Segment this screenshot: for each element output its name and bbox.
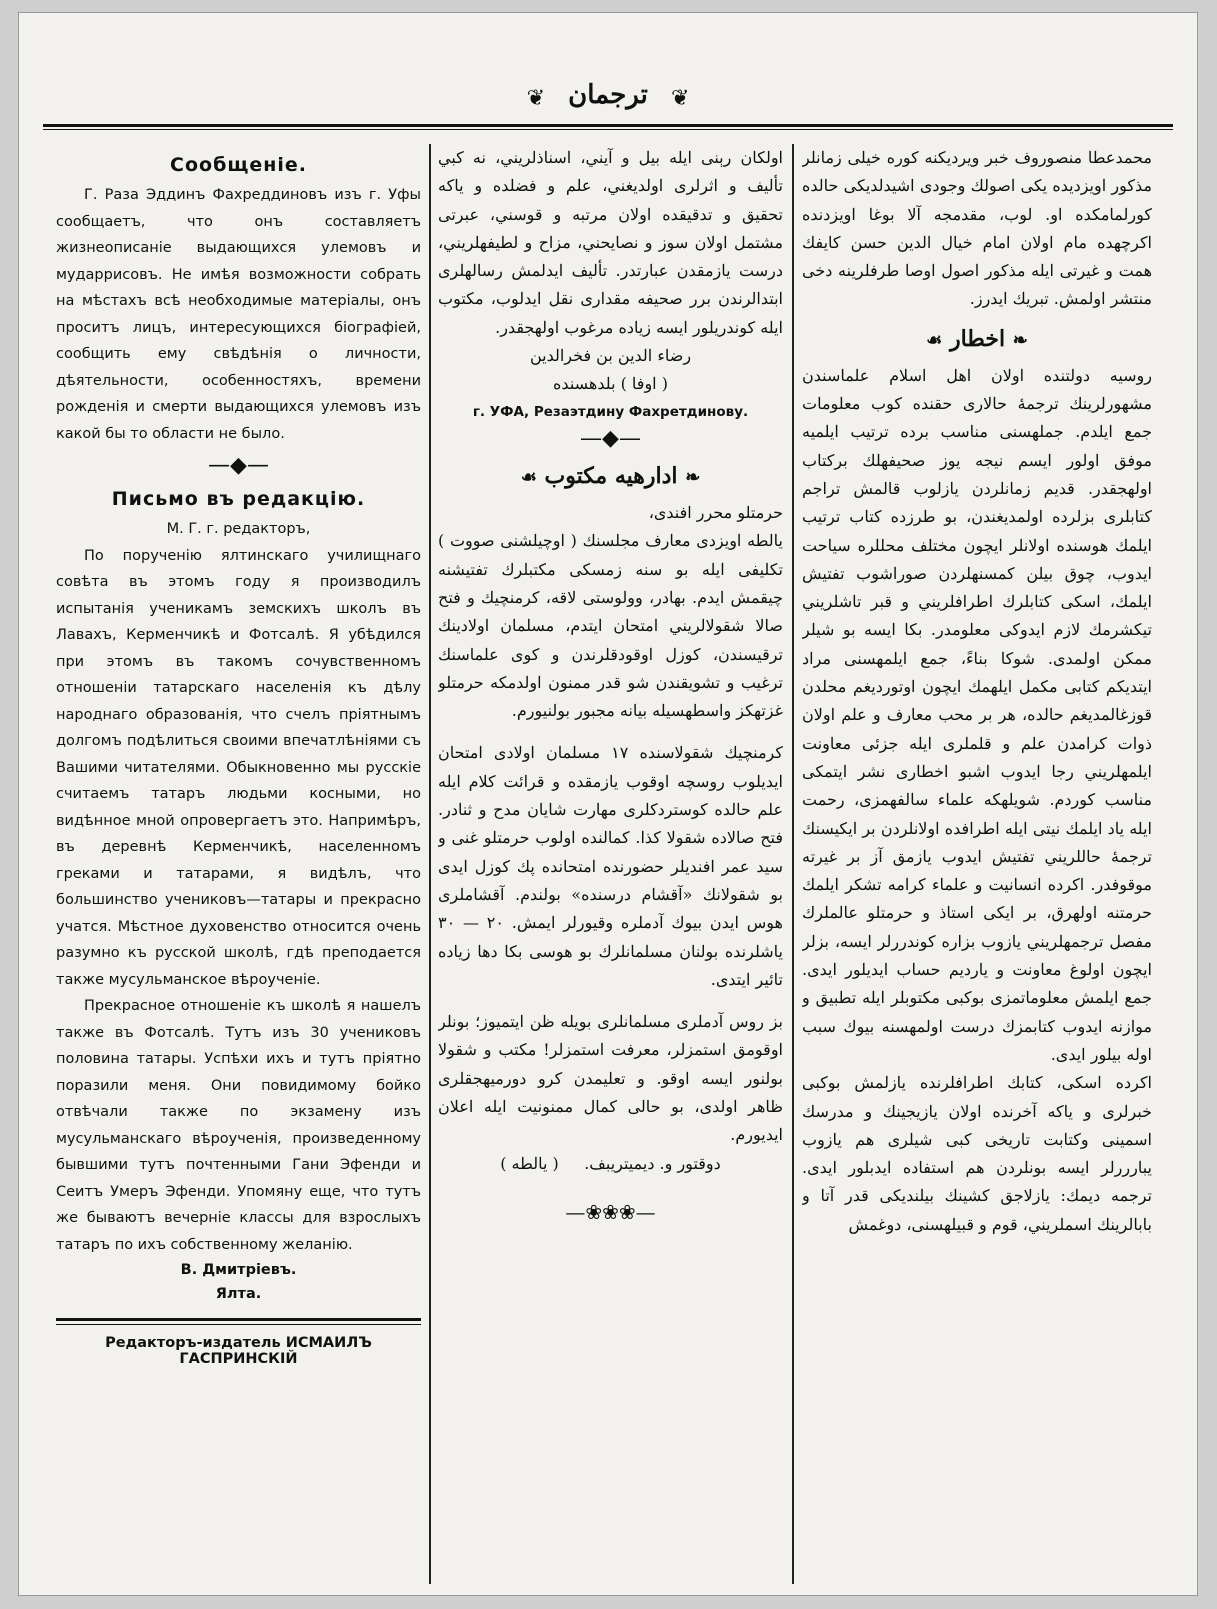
middle-paragraph-4: بز روس آدملری مسلمانلری بويله ظن ايتميوز؛ بونلر اوقومق استمزلر، معرفت استمزلر! مكتب و شقولا بولنور ايسه اوقو. و تعليمدن كرو دورميهجقلری ظاهر اولدی، بو حالی كمال ممنونيت ايله اعلان ايديورم.: [438, 1012, 783, 1145]
ornament-icon: ☙: [926, 329, 943, 351]
author-name: رضاء الدين بن فخرالدين: [529, 346, 692, 366]
letter-paragraph-1: По порученiю ялтинскаго училищнаго совѣта въ этомъ году я производилъ испытанiя ученикамъ земскихъ школъ въ Лавахъ, Керменчикѣ и Фотсалѣ. Я убѣдился при этомъ въ такомъ сочувственномъ отношенiи татарскаго населенiя къ дѣлу народнаго образованiя, что счелъ прiятнымъ долгомъ подѣлиться своими впечатлѣнiями съ Вашими читателями. Обыкновенно мы русскiе считаемъ татаръ людьми косными, но видѣнное мной опровергаетъ это. Напримѣръ, въ деревнѣ Керменчикѣ, населенномъ греками и татарами, я видѣлъ, что большинство учениковъ—татары и прекрасно учатся. Мѣстное духовенство относится очень разумно къ русской школѣ, гдѣ преподается также мусульманское вѣроученiе.: [56, 547, 421, 988]
ornament-icon: ❧: [685, 467, 701, 489]
masthead-rule: [43, 124, 1173, 130]
notice-title: اخطار: [949, 325, 1006, 352]
right-paragraph-3: اكرده اسكی، كتابك اطرافلرنده يازلمش بوكبی خبرلری و ياكه آخرنده اولان يازيجينك و مدرسك اسمينی وكتابت تاريخی كبی شيلری هم يازوب يبارررلر ايسه بونلردن هم استفاده ايدبلور ايدی. ترجمه ديمك: يازلاجق كشينك بيلنديكی قدر آتا و بابالرينك اسملريني، قوم و قبيلهسنی، دوغمش: [802, 1073, 1152, 1234]
letter-to-editor-heading: [438, 463, 783, 489]
ornament-icon: ☙: [520, 467, 537, 489]
column-right: [802, 144, 1152, 1584]
bottom-ornament-icon: —❀❀❀—: [565, 1199, 656, 1224]
ornament-icon: ❧: [1012, 329, 1028, 351]
masthead: [43, 80, 1173, 116]
newspaper-page: [18, 12, 1198, 1596]
announcement-text: Г. Раза Эддинъ Фахреддиновъ изъ г. Уфы сообщаетъ, что онъ составляетъ жизнеописанiе выдающихся улемовъ и мударрисовъ. Не имѣя возможности собрать на мѣстахъ всѣ необходимые матерiалы, онъ проситъ лицъ, интересующихся бiографiей, сообщить ему свѣдѣнiя о личности, дѣятельности, особенностяхъ, времени рожденiя и смерти выдающихся улемовъ изъ какой бы то области не было.: [56, 187, 421, 442]
letter-greeting: حرمتلو محرر افندی،: [648, 503, 783, 523]
column-rule-right: [792, 144, 794, 1584]
announcement-heading: Сообщенiе.: [170, 154, 307, 176]
ornament-right-icon: ❦: [670, 86, 690, 111]
column-rule-left: [429, 144, 431, 1584]
letter-to-editor-title: ادارهيه مكتوب: [544, 463, 678, 490]
column-left: [56, 144, 421, 1584]
author-address: г. УФА, Резаэтдину Фахретдинову.: [472, 404, 749, 421]
editor-publisher-line: Редакторъ-издатель ИСМАИЛЪ ГАСПРИНСКIЙ: [105, 1335, 372, 1367]
column-middle: [438, 144, 783, 1584]
section-divider: —◆—: [208, 453, 269, 478]
footer-rule: [56, 1318, 421, 1321]
letter-place: Ялта.: [215, 1286, 262, 1302]
signature-name: دوقتور و. ديميتريبف.: [584, 1153, 721, 1173]
middle-divider: —◆—: [580, 426, 641, 452]
newspaper-title: ترجمان: [568, 80, 648, 110]
letter-signature: В. Дмитрiевъ.: [180, 1262, 297, 1278]
signature-place: ( يالطه ): [500, 1153, 559, 1173]
ornament-left-icon: ❦: [526, 86, 546, 111]
right-paragraph-2: روسيه دولتنده اولان اهل اسلام علماسندن مشهورلرينك ترجمهٔ حالاری حقنده كوب معلومات جمع ايلدم. جملهسنی مناسب برده ترتيب ايلميه موفق اولور ايسم نيجه يوز صحيفهلك بركتاب اولهجقدر. قديم زمانلردن يازلوب قالمش تراجم كتابلری بزلرده اولمديغندن، بو طرزده كتاب ترتيب ايلمك هوسنده اولانلر ايچون مختلف محللره سياحت ايدوب، چوق بيلن كمسنهلردن صوراشوب تفتيش ايلمك، اسكی كتابلرك اطرافلريني و قبر تاشلريني تيكشرمك لازم ايدوكی معلومدر. بكا ايسه بو شيلر ممكن اولمدی. شوكا بناءً، جمع ايلمهسنی مراد ايتديكم كتابی مكمل ايلهمك ايچون اوتورديغم محلدن قوزغالمديغم حالده، هر بر محب معارف و علم اولان ذوات كرامدن علم و قلملری ايله جزئی معاونت ايلمهلريني رجا ايدوب اشبو اخطاری نشر ايتمكی مناسب كوردم. شويلهكه علماء سالفهمزی، رحمت ايله ياد ايلمك نيتی ايله اطرافده اولانلردن بر ايكيسنك ترجمهٔ حاللريني تفتيش ايدوب يازمق آز بر غيرته موقوفدر. اكرده انسانيت و علماء كرامه تشكر ايلمك حرمتنه اولهرق، بر ايكی استاذ و حرمتلو عالملرك مفصل ترجمهلريني يازوب بزاره كوندررلر ايسه، بزلر ايچون اولوغ معاونت و يارديم حساب ايديلور ايدی. جمع ايلمش معلوماتمزی بوكبی مكتوبلر ايله تطبيق و موازنه ايدوب كتابمزك درست اولمهسنه بيوك سبب اوله بيلور ايدی.: [802, 365, 1152, 1064]
notice-heading: [802, 326, 1152, 352]
right-paragraph-1: محمدعطا منصوروف خبر ويرديكنه كوره خيلی زمانلر مذكور اويزدیده يكی اصولك وجودی اشيدلديكی حالده كورلمامكده او. لوب، مقدمجه آلا بوغا اويزدنده اكرچهده مام اولان امام خيال الدين حسن كايفك همت و غيرتی ايله مذكور اصول اوصا طرفلرينه دخی منتشر اولمش. تبريك ايدرز.: [802, 148, 1152, 309]
letter-paragraph-2: Прекрасное отношенiе къ школѣ я нашелъ также въ Фотсалѣ. Тутъ изъ 30 учениковъ половина татары. Успѣхи ихъ и тутъ прiятно поразили меня. Они повидимому бойко отвѣчали также по экзамену изъ мусульманскаго вѣроученiя, произведенному бывшими тутъ почтенными Гани Эфенди и Сеитъ Умеръ Эфенди. Упомяну еще, что тутъ же бываютъ вечернiе классы для взрослыхъ татаръ по ихъ собственному желанiю.: [56, 998, 421, 1253]
middle-paragraph-3: كرمنچيك شقولاسنده ١٧ مسلمان اولادی امتحان ايديلوب روسچه اوقوب يازمقده و قرائت كلام ايله علم حالده كوستردكلری مهارت شايان مدح و ثنادر. فتح صالاده شقولا كذا. كمالنده اولوب حرمتلو غنی و سيد عمر افنديلر حضورنده امتحانده پك كوزل ايدی بو شقولانك «آقشام درسنده» بولندم. آقشاملری هوس ايدن بيوك آدملره وقيورلر ايمش. ٢٠ — ٣٠ ياشلرنده بولنان مسلمانلرك بو هوسی بكا دها زياده تائير ايتدی.: [438, 743, 783, 989]
letter-heading: Письмо въ редакцiю.: [111, 488, 366, 510]
letter-salutation: М. Г. г. редакторъ,: [166, 521, 311, 537]
middle-paragraph-2: يالطه اويزدی معارف مجلسنك ( اوچيلشنی صووت ) تكليفی ايله بو سنه زمسكی مكتبلرك تفتيشنه چيقمش ايدم. بهادر، وولوستی لاقه، كرمنچيك و فتح صالا شقولالريني امتحان ايتدم، مسلمان اولادينك ترقيسندن، كوزل اوقودقلرندن و كوی علماسنك ترغيب و تشويقندن شو قدر ممنون اولدمكه حرمتلو غزتهكز واسطهسيله بيانه مجبور بولنيورم.: [438, 531, 783, 721]
author-place: ( اوفا ) بلدهسنده: [553, 374, 668, 394]
middle-signature: [438, 1150, 783, 1178]
middle-paragraph-1: اولكان رېنی ايله بيل و آيني، اسناذلريني، نه كبي تأليف و اثرلری اولديغني، علم و فضلده و ياكه تحقيق و تدقيقده اولان مرتبه و قوسني، عبرتی مشتمل اولان سوز و نصايحني، مزاح و لطيفهلريني، درست يازمقدن عبارتدر. تأليف ايدلمش رسالهلری ابتدالرندن برر صحيفه مقداری نقل ايدلوب، مكتوب ايله كوندريلور ايسه زياده مرغوب اولهجقدر.: [438, 148, 783, 337]
footer-rule-thin: [56, 1324, 421, 1325]
